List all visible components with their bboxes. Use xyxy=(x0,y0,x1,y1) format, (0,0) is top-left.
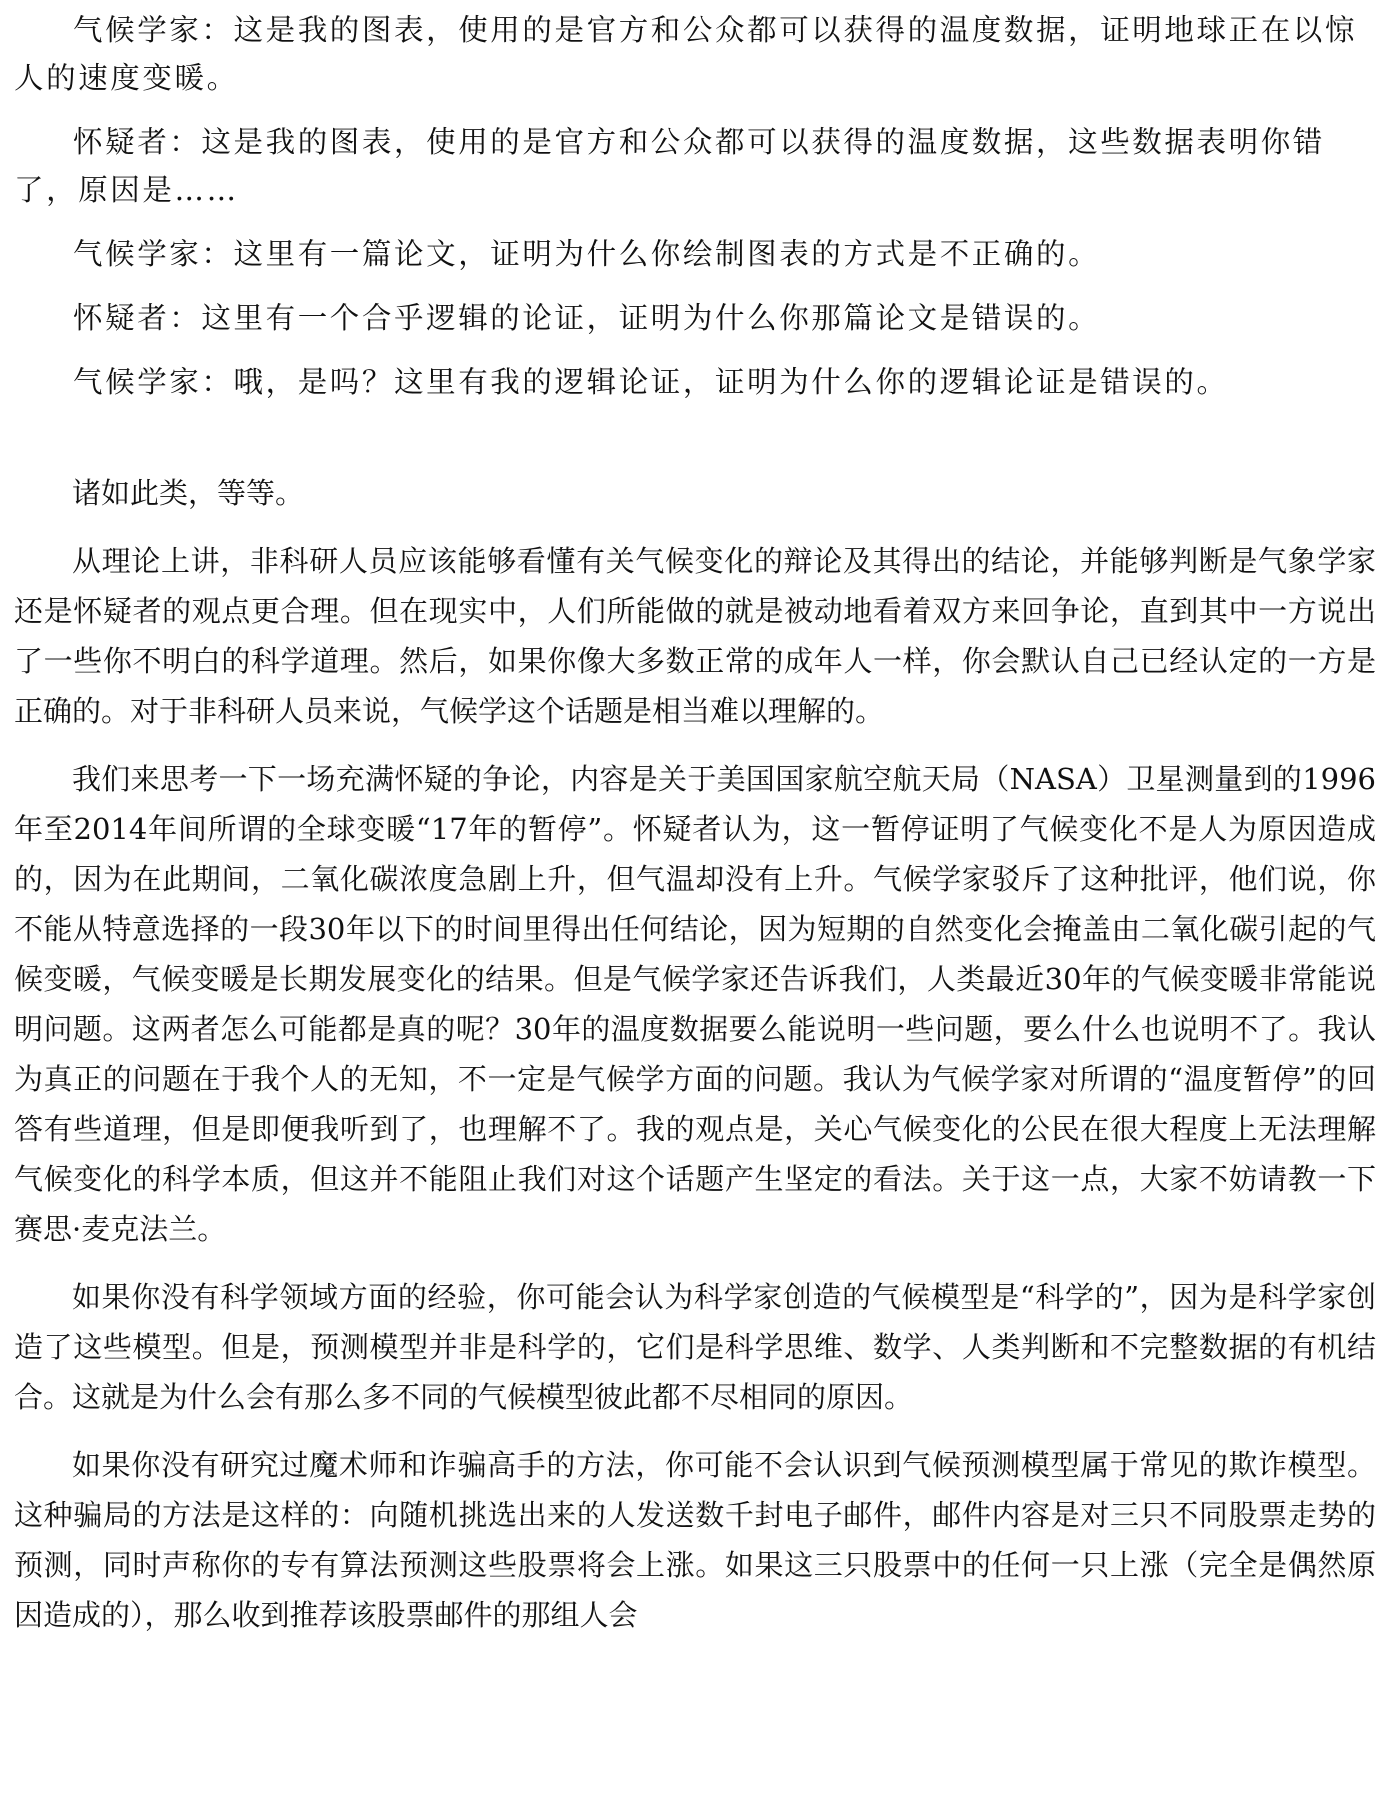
dialogue-line: 怀疑者：这里有一个合乎逻辑的论证，证明为什么你那篇论文是错误的。 xyxy=(73,301,1101,335)
paragraph: 如果你没有科学领域方面的经验，你可能会认为科学家创造的气候模型是“科学的”，因为是科学家创造了这些模型。但是，预测模型并非是科学的，它们是科学思维、数学、人类判断和不完整数据的有机结合。这就是为什么会有那么多不同的气候模型彼此都不尽相同的原因。 xyxy=(14,1280,1376,1414)
dialogue-line: 气候学家：这里有一篇论文，证明为什么你绘制图表的方式是不正确的。 xyxy=(73,237,1101,271)
dialogue-block xyxy=(14,6,1364,406)
paragraph: 从理论上讲，非科研人员应该能够看懂有关气候变化的辩论及其得出的结论，并能够判断是气象学家还是怀疑者的观点更合理。但在现实中，人们所能做的就是被动地看着双方来回争论，直到其中一方说出了一些你不明白的科学道理。然后，如果你像大多数正常的成年人一样，你会默认自己已经认定的一方是正确的。对于非科研人员来说，气候学这个话题是相当难以理解的。 xyxy=(14,544,1376,728)
document-page xyxy=(14,6,1376,1640)
body-text xyxy=(14,468,1376,1640)
dialogue-line: 气候学家：哦，是吗？这里有我的逻辑论证，证明为什么你的逻辑论证是错误的。 xyxy=(73,365,1229,399)
paragraph: 如果你没有研究过魔术师和诈骗高手的方法，你可能不会认识到气候预测模型属于常见的欺诈模型。这种骗局的方法是这样的：向随机挑选出来的人发送数千封电子邮件，邮件内容是对三只不同股票走势的预测，同时声称你的专有算法预测这些股票将会上涨。如果这三只股票中的任何一只上涨（完全是偶然原因造成的），那么收到推荐该股票邮件的那组人会 xyxy=(14,1448,1376,1632)
paragraph: 诸如此类，等等。 xyxy=(72,476,305,510)
dialogue-line: 气候学家：这是我的图表，使用的是官方和公众都可以获得的温度数据，证明地球正在以惊人的速度变暖。 xyxy=(14,13,1358,95)
dialogue-line: 怀疑者：这是我的图表，使用的是官方和公众都可以获得的温度数据，这些数据表明你错了，原因是…… xyxy=(14,125,1325,207)
paragraph: 我们来思考一下一场充满怀疑的争论，内容是关于美国国家航空航天局（NASA）卫星测量到的1996年至2014年间所谓的全球变暖“17年的暂停”。怀疑者认为，这一暂停证明了气候变化不是人为原因造成的，因为在此期间，二氧化碳浓度急剧上升，但气温却没有上升。气候学家驳斥了这种批评，他们说，你不能从特意选择的一段30年以下的时间里得出任何结论，因为短期的自然变化会掩盖由二氧化碳引起的气候变暖，气候变暖是长期发展变化的结果。但是气候学家还告诉我们，人类最近30年的气候变暖非常能说明问题。这两者怎么可能都是真的呢？30年的温度数据要么能说明一些问题，要么什么也说明不了。我认为真正的问题在于我个人的无知，不一定是气候学方面的问题。我认为气候学家对所谓的“温度暂停”的回答有些道理，但是即便我听到了，也理解不了。我的观点是，关心气候变化的公民在很大程度上无法理解气候变化的科学本质，但这并不能阻止我们对这个话题产生坚定的看法。关于这一点，大家不妨请教一下赛思·麦克法兰。 xyxy=(14,762,1376,1246)
